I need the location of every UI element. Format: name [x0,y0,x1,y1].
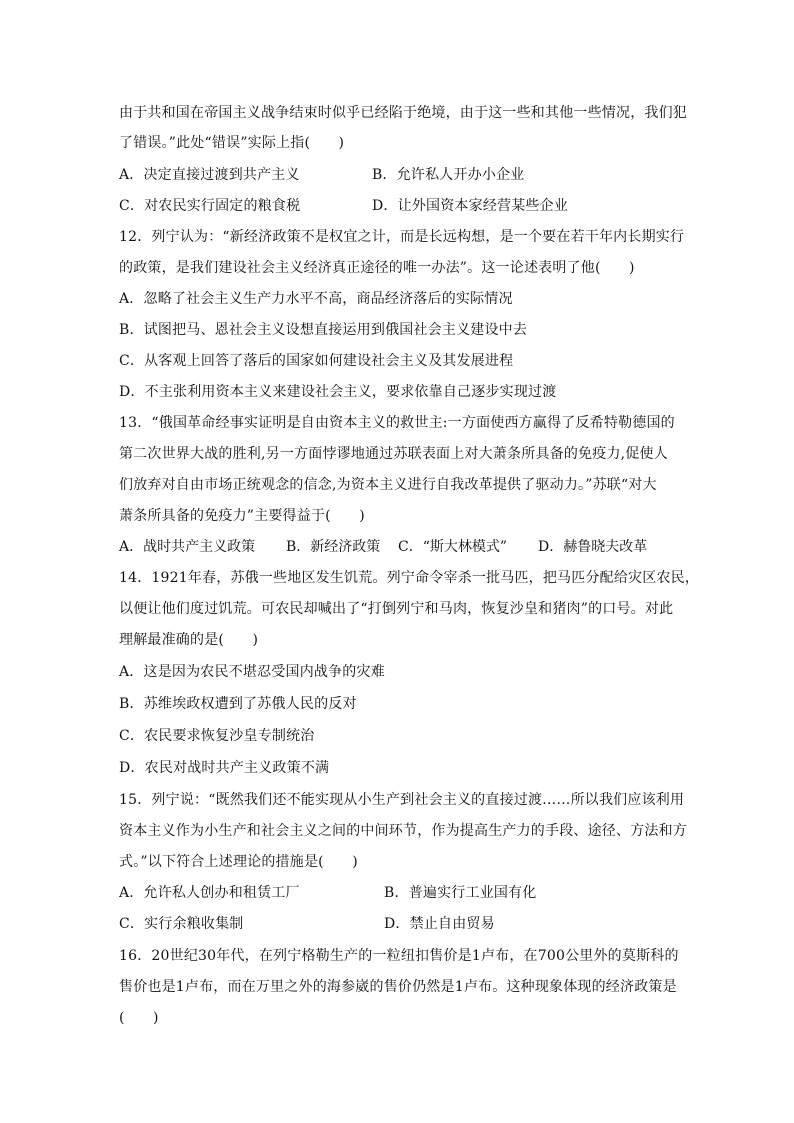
q13-stem-line-1: 13．“俄国革命经事实证明是自由资本主义的救世主:一方面使西方赢得了反希特勒德国的 [119,415,675,431]
q15-option-b: B．普遍实行工业国有化 [384,885,537,901]
q15-stem-line-2: 资本主义作为小生产和社会主义之间的中间环节，作为提高生产力的手段、途径、方法和方 [119,823,687,839]
q11-stem-line-2: 了错误。”此处“错误”实际上指( ) [119,135,345,151]
q15-option-a: A．允许私人创办和租赁工厂 [119,885,300,901]
q12-option-b: B．试图把马、恩社会主义设想直接运用到俄国社会主义建设中去 [119,322,528,338]
q12-option-a: A．忽略了社会主义生产力水平不高，商品经济落后的实际情况 [119,291,513,307]
q11-stem-line-1: 由于共和国在帝国主义战争结束时似乎已经陷于绝境，由于这一些和其他一些情况，我们犯 [119,105,687,121]
q15-option-d: D．禁止自由贸易 [384,916,495,932]
q15-option-c: C．实行余粮收集制 [119,916,244,932]
q14-option-d: D．农民对战时共产主义政策不满 [119,760,330,776]
q12-stem-line-2: 的政策，是我们建设社会主义经济真正途径的唯一办法”。这一论述表明了他( ) [119,260,635,276]
q13-option-b: B．新经济政策 [286,539,381,555]
q15-stem-line-1: 15．列宁说：“既然我们还不能实现从小生产到社会主义的直接过渡……所以我们应该利用 [119,792,685,808]
q11-option-b: B．允许私人开办小企业 [372,167,525,183]
q16-stem-line-2: 售价也是1卢布，而在万里之外的海参崴的售价仍然是1卢布。这种现象体现的经济政策是 [119,979,677,995]
q16-stem-line-1: 16．20世纪30年代，在列宁格勒生产的一粒纽扣售价是1卢布，在700公里外的莫斯科的 [119,948,679,964]
q14-stem-line-1: 14．1921年春，苏俄一些地区发生饥荒。列宁命令宰杀一批马匹，把马匹分配给灾区农民， [119,570,700,586]
q13-option-a: A．战时共产主义政策 [119,539,256,555]
q11-option-c: C．对农民实行固定的粮食税 [119,198,301,214]
q13-option-d: D．赫鲁晓夫改革 [538,539,648,555]
q14-stem-line-2: 以便让他们度过饥荒。可农民却喊出了“打倒列宁和马肉，恢复沙皇和猪肉”的口号。对此 [119,601,674,617]
q12-option-c: C．从客观上回答了落后的国家如何建设社会主义及其发展进程 [119,353,514,369]
q14-option-b: B．苏维埃政权遭到了苏俄人民的反对 [119,696,357,712]
q13-option-c: C．“斯大林模式” [398,539,508,555]
q12-stem-line-1: 12．列宁认为：“新经济政策不是权宜之计，而是长远构想，是一个要在若干年内长期实行 [119,229,685,245]
q13-stem-line-2: 第二次世界大战的胜利,另一方面悖谬地通过苏联表面上对大萧条所具备的免疫力,促使人 [119,446,668,462]
q14-stem-line-3: 理解最准确的是( ) [119,632,259,648]
q13-stem-line-4: 萧条所具备的免疫力”主要得益于( ) [119,508,365,524]
q15-stem-line-3: 式。”以下符合上述理论的措施是( ) [119,854,358,870]
q11-option-a: A．决定直接过渡到共产主义 [119,167,300,183]
q11-option-d: D．让外国资本家经营某些企业 [372,198,569,214]
q14-option-c: C．农民要求恢复沙皇专制统治 [119,728,315,744]
q12-option-d: D．不主张利用资本主义来建设社会主义，要求依靠自己逐步实现过渡 [119,384,557,400]
q13-options-row [0,537,794,557]
q13-stem-line-3: 们放弃对自由市场正统观念的信念,为资本主义进行自我改革提供了驱动力。”苏联“对大 [119,477,657,493]
q16-stem-line-3: ( ) [119,1010,159,1026]
q14-option-a: A．这是因为农民不堪忍受国内战争的灾难 [119,664,385,680]
